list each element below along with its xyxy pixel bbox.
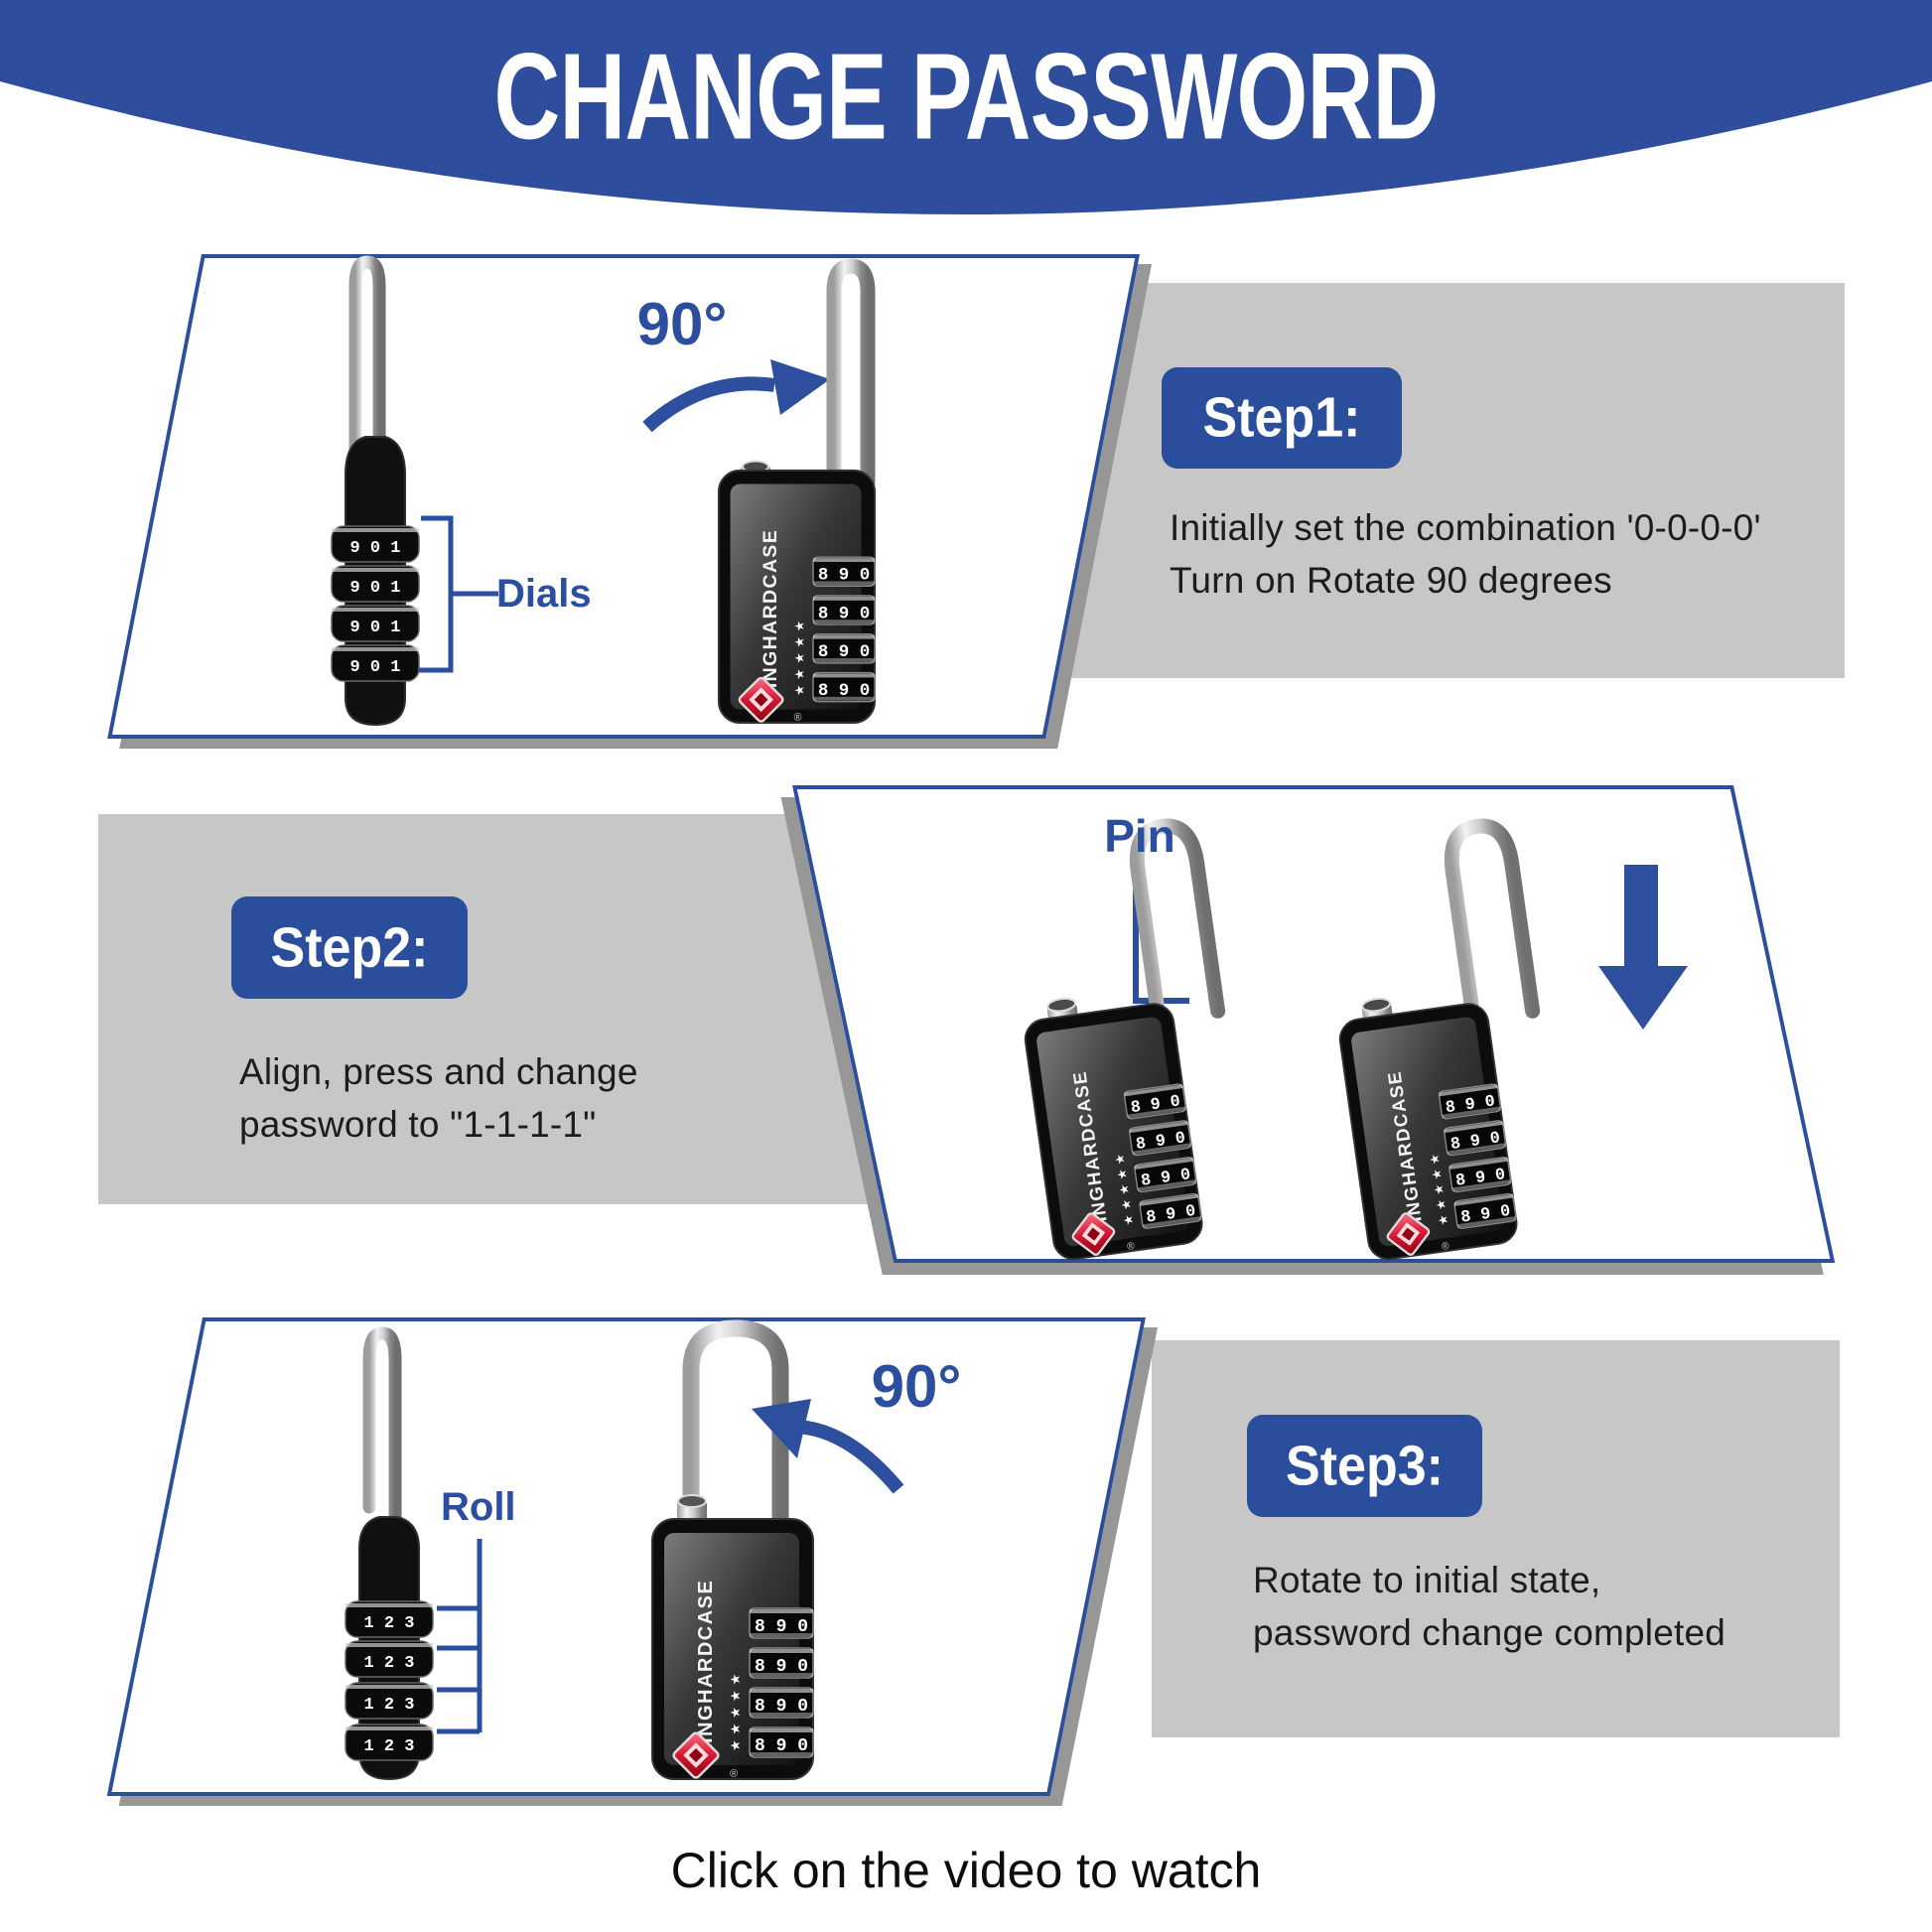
shackle-rotated bbox=[834, 266, 868, 486]
step1-badge: Step1: bbox=[1162, 367, 1402, 469]
step2-badge: Step2: bbox=[231, 897, 468, 999]
padlock-open-right-illustration bbox=[1337, 814, 1605, 1271]
step1-description: Initially set the combination '0-0-0-0' Turn on Rotate 90 degrees bbox=[1170, 507, 1761, 601]
page-title: CHANGE PASSWORD bbox=[493, 28, 1439, 166]
padlock-open-left-illustration bbox=[1023, 814, 1291, 1271]
svg-text:9 0 1: 9 0 1 bbox=[349, 579, 401, 598]
step2-description: Align, press and change password to "1-1-1-1" bbox=[239, 1051, 638, 1145]
svg-text:1 2 3: 1 2 3 bbox=[363, 1614, 415, 1633]
svg-text:9 0 1: 9 0 1 bbox=[349, 539, 401, 558]
shackle bbox=[369, 1333, 395, 1534]
svg-text:1 2 3: 1 2 3 bbox=[363, 1654, 415, 1673]
step3-angle-label: 90° bbox=[871, 1353, 962, 1420]
dials-callout-label: Dials bbox=[496, 572, 592, 616]
roll-callout-label: Roll bbox=[441, 1485, 516, 1529]
footer-caption: Click on the video to watch bbox=[670, 1843, 1262, 1898]
svg-text:9 0 1: 9 0 1 bbox=[349, 658, 401, 677]
step3-badge: Step3: bbox=[1247, 1415, 1482, 1517]
dials-bracket bbox=[407, 506, 506, 680]
step3-info-panel bbox=[1152, 1340, 1840, 1737]
press-down-arrow-icon bbox=[1588, 859, 1698, 1042]
svg-text:1 2 3: 1 2 3 bbox=[363, 1696, 415, 1715]
pin-callout-label: Pin bbox=[1104, 810, 1175, 862]
step3-description: Rotate to initial state, password change completed bbox=[1253, 1560, 1726, 1653]
step3-image-panel bbox=[107, 1317, 1146, 1796]
roll-bracket bbox=[429, 1534, 498, 1742]
svg-text:9 0 1: 9 0 1 bbox=[349, 619, 401, 637]
svg-text:1 2 3: 1 2 3 bbox=[363, 1737, 415, 1756]
step1-info-panel bbox=[1023, 283, 1845, 678]
step1-angle-label: 90° bbox=[636, 291, 728, 357]
